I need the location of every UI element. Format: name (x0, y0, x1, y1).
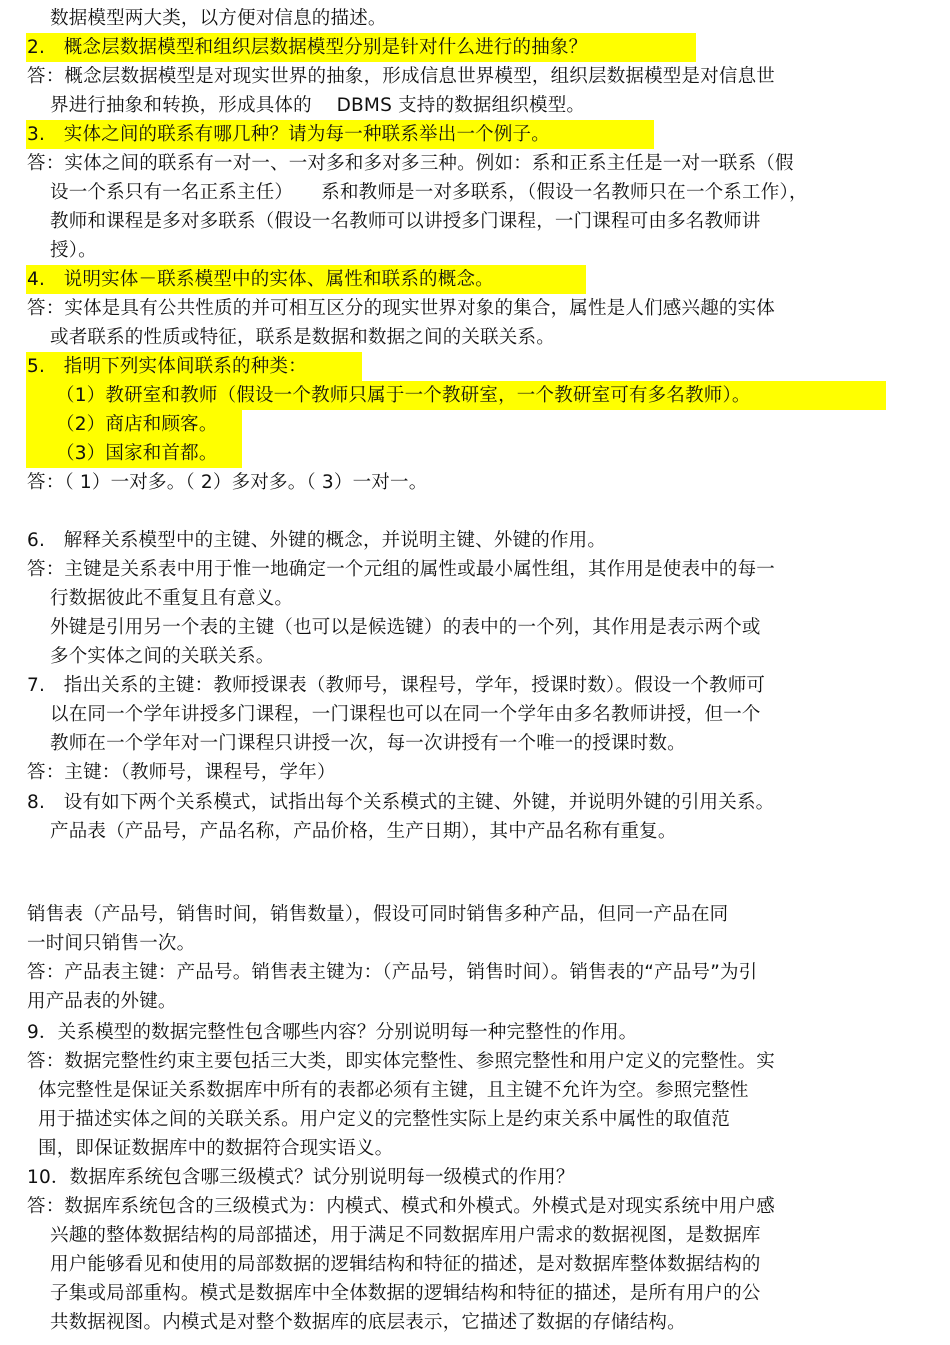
text-line: 一时间只销售一次。 (27, 933, 196, 954)
text-line: 体完整性是保证关系数据库中所有的表都必须有主键，且主键不允许为空。参照完整性 (38, 1080, 749, 1101)
question-4: 4. 说明实体－联系模型中的实体、属性和联系的概念。 (27, 269, 494, 290)
question-6: 6. 解释关系模型中的主键、外键的概念，并说明主键、外键的作用。 (27, 530, 607, 551)
text-line: 界进行抽象和转换，形成具体的 DBMS 支持的数据组织模型。 (50, 95, 586, 116)
text-line: 或者联系的性质或特征，联系是数据和数据之间的关联关系。 (50, 327, 555, 348)
answer-4: 答：实体是具有公共性质的并可相互区分的现实世界对象的集合，属性是人们感兴趣的实体 (27, 298, 776, 319)
question-2: 2. 概念层数据模型和组织层数据模型分别是针对什么进行的抽象？ (27, 37, 588, 58)
text-line: 用于描述实体之间的关联关系。用户定义的完整性实际上是约束关系中属性的取值范 (38, 1109, 730, 1130)
text-line: 教师在一个学年对一门课程只讲授一次，每一次讲授有一个唯一的授课时数。 (50, 733, 686, 754)
question-5-item: （3）国家和首都。 (56, 443, 218, 464)
answer-3: 答：实体之间的联系有一对一、一对多和多对多三种。例如：系和正系主任是一对一联系（假 (27, 153, 794, 174)
question-5: 5. 指明下列实体间联系的种类： (27, 356, 307, 377)
text-line: 以在同一个学年讲授多门课程，一门课程也可以在同一个学年由多名教师讲授，但一个 (50, 704, 761, 725)
text-line: 用户能够看见和使用的局部数据的逻辑结构和特征的描述，是对数据库整体数据结构的 (50, 1254, 761, 1275)
text-line: 教师和课程是多对多联系（假设一名教师可以讲授多门课程，一门课程可由多名教师讲 (50, 211, 761, 232)
answer-5: 答：（ 1）一对多。（ 2）多对多。（ 3）一对一。 (27, 472, 428, 493)
text-line: 子集或局部重构。模式是数据库中全体数据的逻辑结构和特征的描述，是所有用户的公 (50, 1283, 761, 1304)
answer-6: 答：主键是关系表中用于惟一地确定一个元组的属性或最小属性组，其作用是使表中的每一 (27, 559, 776, 580)
text-line: 外键是引用另一个表的主键（也可以是候选键）的表中的一个列，其作用是表示两个或 (50, 617, 761, 638)
text-line: 设一个系只有一名正系主任） 系和教师是一对多联系，（假设一名教师只在一个系工作）， (50, 182, 808, 203)
text-line: 销售表（产品号，销售时间，销售数量），假设可同时销售多种产品，但同一产品在同 (27, 904, 729, 925)
text-line: 授）。 (50, 240, 97, 261)
text-line: 行数据彼此不重复且有意义。 (50, 588, 294, 609)
text-line: 多个实体之间的关联关系。 (50, 646, 275, 667)
question-3: 3. 实体之间的联系有哪几种？请为每一种联系举出一个例子。 (27, 124, 550, 145)
text-line: 围，即保证数据库中的数据符合现实语义。 (38, 1138, 394, 1159)
question-9: 9．关系模型的数据完整性包含哪些内容？分别说明每一种完整性的作用。 (27, 1022, 638, 1043)
question-5-item: （1）教研室和教师（假设一个教师只属于一个教研室，一个教研室可有多名教师）。 (56, 385, 751, 406)
question-5-item: （2）商店和顾客。 (56, 414, 218, 435)
question-8: 8. 设有如下两个关系模式，试指出每个关系模式的主键、外键，并说明外键的引用关系。 (27, 792, 775, 813)
answer-2: 答：概念层数据模型是对现实世界的抽象，形成信息世界模型，组织层数据模型是对信息世 (27, 66, 776, 87)
answer-8: 答：产品表主键：产品号。销售表主键为：（产品号，销售时间）。销售表的“产品号”为引 (27, 962, 758, 983)
answer-10: 答：数据库系统包含的三级模式为：内模式、模式和外模式。外模式是对现实系统中用户感 (27, 1196, 776, 1217)
text-line: 兴趣的整体数据结构的局部描述，用于满足不同数据库用户需求的数据视图，是数据库 (50, 1225, 761, 1246)
text-line: 产品表（产品号，产品名称，产品价格，生产日期），其中产品名称有重复。 (50, 821, 677, 842)
text-line: 共数据视图。内模式是对整个数据库的底层表示，它描述了数据的存储结构。 (50, 1312, 686, 1333)
question-10: 10．数据库系统包含哪三级模式？试分别说明每一级模式的作用？ (27, 1167, 575, 1188)
text-line: 数据模型两大类，以方便对信息的描述。 (50, 8, 387, 29)
answer-7: 答：主键：（教师号，课程号，学年） (27, 762, 336, 783)
text-line: 用产品表的外键。 (27, 991, 177, 1012)
question-7: 7. 指出关系的主键：教师授课表（教师号，课程号，学年，授课时数）。假设一个教师可 (27, 675, 766, 696)
answer-9: 答：数据完整性约束主要包括三大类，即实体完整性、参照完整性和用户定义的完整性。实 (27, 1051, 776, 1072)
